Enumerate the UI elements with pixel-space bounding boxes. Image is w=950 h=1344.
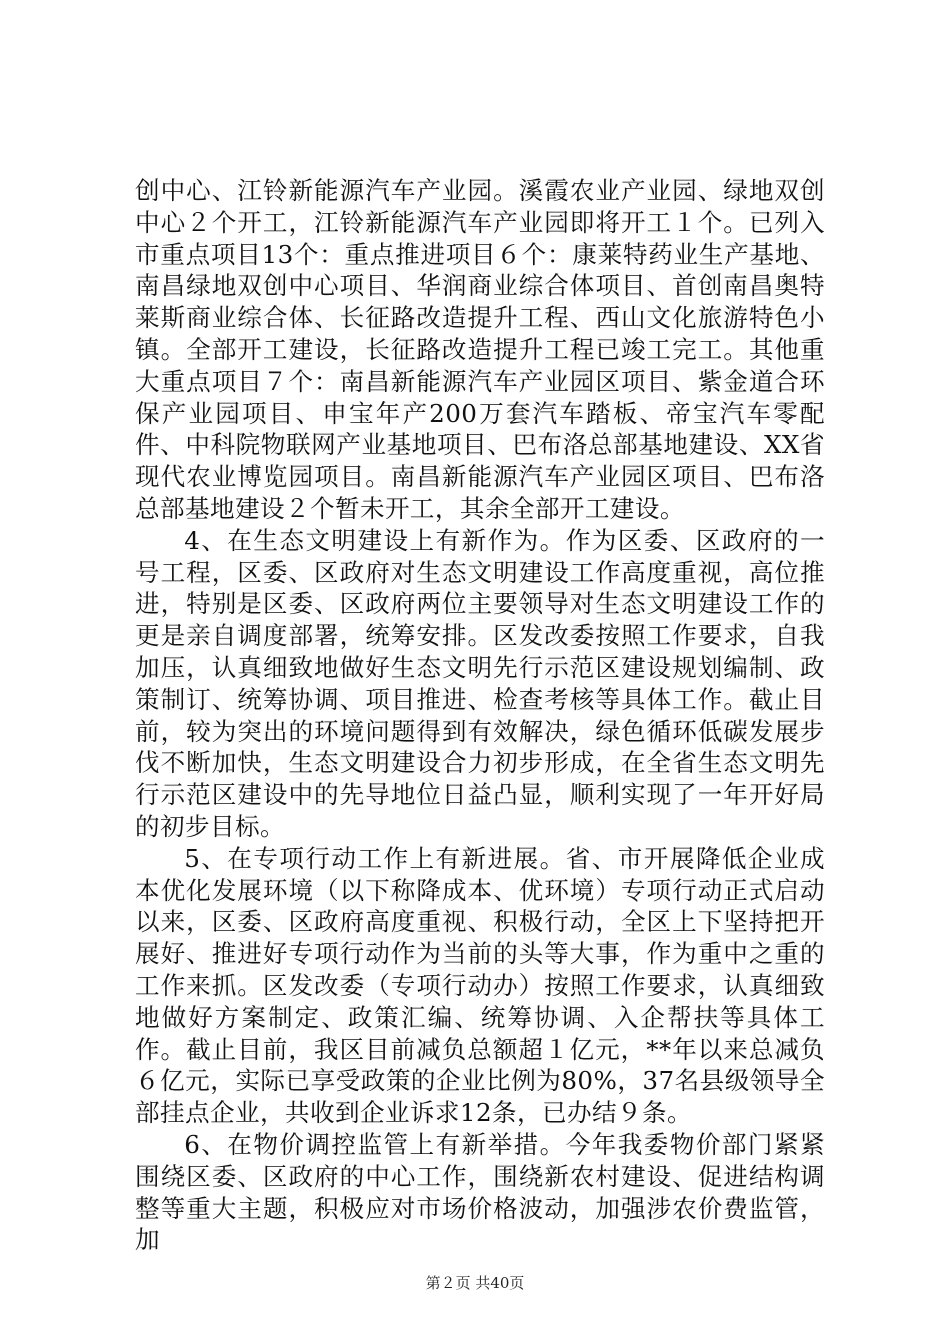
page-footer [0,1272,950,1293]
paragraph-item-5: 5、在专项行动工作上有新进展。省、市开展降低企业成本优化发展环境（以下称降成本、优环境）专项行动正式启动以来，区委、区政府高度重视、积极行动，全区上下坚持把开展好、推进好专项行动作为当前的头等大事，作为重中之重的工作来抓。区发改委（专项行动办）按照工作要求，认真细致地做好方案制定、政策汇编、统筹协调、入企帮扶等具体工作。截止目前，我区目前减负总额超１亿元，**年以来总减负６亿元，实际已享受政策的企业比例为80%，37名县级领导全部挂点企业，共收到企业诉求12条，已办结９条。 [135,843,825,1128]
paragraph-item-4: 4、在生态文明建设上有新作为。作为区委、区政府的一号工程，区委、区政府对生态文明建设工作高度重视，高位推进，特别是区委、区政府两位主要领导对生态文明建设工作的更是亲自调度部署，统筹安排。区发改委按照工作要求，自我加压，认真细致地做好生态文明先行示范区建设规划编制、政策制订、统筹协调、项目推进、检查考核等具体工作。截止目前，较为突出的环境问题得到有效解决，绿色循环低碳发展步伐不断加快，生态文明建设合力初步形成，在全省生态文明先行示范区建设中的先导地位日益凸显，顺利实现了一年开好局的初步目标。 [135,525,825,841]
paragraph-item-6: 6、在物价调控监管上有新举措。今年我委物价部门紧紧围绕区委、区政府的中心工作，围绕新农村建设、促进结构调整等重大主题，积极应对市场价格波动，加强涉农价费监管，加 [135,1129,825,1255]
document-body [135,175,825,1256]
paragraph-continuation: 创中心、江铃新能源汽车产业园。溪霞农业产业园、绿地双创中心２个开工，江铃新能源汽车产业园即将开工１个。已列入市重点项目13个：重点推进项目６个：康莱特药业生产基地、南昌绿地双创中心项目、华润商业综合体项目、首创南昌奥特莱斯商业综合体、长征路改造提升工程、西山文化旅游特色小镇。全部开工建设，长征路改造提升工程已竣工完工。其他重大重点项目７个：南昌新能源汽车产业园区项目、紫金道合环保产业园项目、申宝年产200万套汽车踏板、帝宝汽车零配件、中科院物联网产业基地项目、巴布洛总部基地建设、XX省现代农业博览园项目。南昌新能源汽车产业园区项目、巴布洛总部基地建设２个暂未开工，其余全部开工建设。 [135,176,825,523]
page-number-label: 第２页 共40页 [425,1274,525,1292]
